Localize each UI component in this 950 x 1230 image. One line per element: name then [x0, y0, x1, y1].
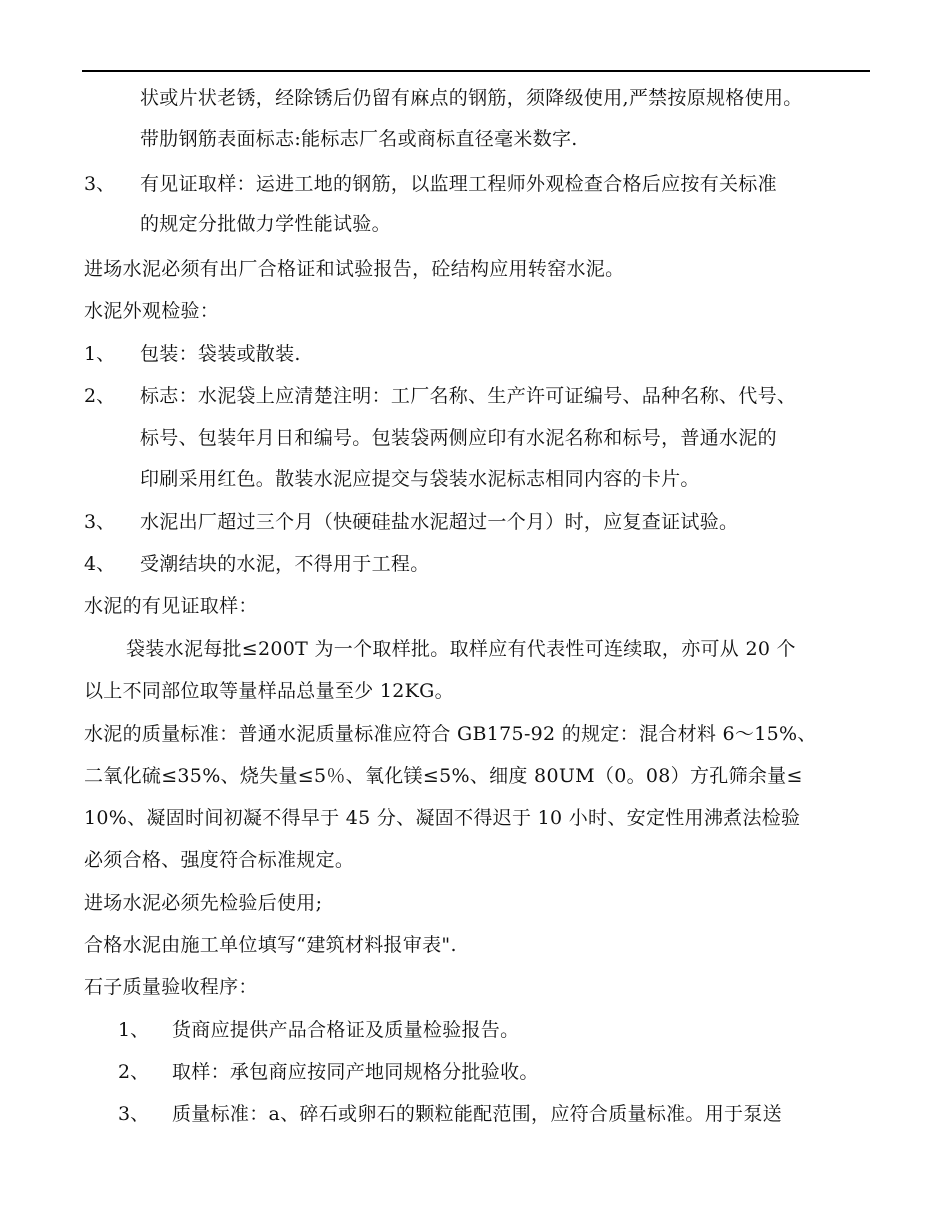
- text-line: 水泥出厂超过三个月（快硬硅盐水泥超过一个月）时，应复查证试验。: [140, 511, 739, 533]
- list-number: 3、: [84, 511, 116, 533]
- text-line: 袋装水泥每批≤200T 为一个取样批。取样应有代表性可连续取，亦可从 20 个: [126, 638, 796, 660]
- header-rule: [82, 70, 870, 72]
- section-heading: 水泥的有见证取样：: [84, 595, 258, 617]
- list-number: 1、: [118, 1019, 150, 1041]
- text-line: 以上不同部位取等量样品总量至少 12KG。: [84, 680, 454, 702]
- text-line: 标志：水泥袋上应清楚注明：工厂名称、生产许可证编号、品种名称、代号、: [140, 385, 797, 407]
- text-line: 合格水泥由施工单位填写“建筑材料报审表".: [84, 934, 457, 956]
- list-number: 2、: [118, 1061, 150, 1083]
- section-heading: 水泥外观检验：: [84, 300, 220, 322]
- text-line: 进场水泥必须先检验后使用;: [84, 892, 323, 914]
- text-line: 印刷采用红色。散装水泥应提交与袋装水泥标志相同内容的卡片。: [140, 468, 700, 490]
- text-line: 标号、包装年月日和编号。包装袋两侧应印有水泥名称和标号，普通水泥的: [140, 427, 777, 449]
- text-line: 有见证取样：运进工地的钢筋，以监理工程师外观检查合格后应按有关标准: [140, 173, 777, 195]
- text-line: 受潮结块的水泥，不得用于工程。: [140, 553, 430, 575]
- text-line: 状或片状老锈，经除锈后仍留有麻点的钢筋，须降级使用,严禁按原规格使用。: [140, 87, 803, 109]
- list-number: 3、: [84, 173, 116, 195]
- text-line: 包装：袋装或散装.: [140, 343, 301, 365]
- text-line: 水泥的质量标准：普通水泥质量标准应符合 GB175-92 的规定：混合材料 6～15%、: [84, 723, 817, 745]
- section-heading: 石子质量验收程序：: [84, 976, 258, 998]
- text-line: 二氧化硫≤35%、烧失量≤5％、氧化镁≤5%、细度 80UM（0。08）方孔筛余量≤: [84, 765, 803, 787]
- list-number: 2、: [84, 385, 116, 407]
- text-line: 货商应提供产品合格证及质量检验报告。: [172, 1019, 520, 1041]
- list-number: 1、: [84, 343, 116, 365]
- text-line: 10%、凝固时间初凝不得早于 45 分、凝固不得迟于 10 小时、安定性用沸煮法检验: [84, 807, 801, 829]
- text-line: 必须合格、强度符合标准规定。: [84, 849, 355, 871]
- text-line: 带肋钢筋表面标志:能标志厂名或商标直径毫米数字.: [140, 128, 578, 150]
- list-number: 3、: [118, 1103, 150, 1125]
- list-number: 4、: [84, 553, 116, 575]
- text-line: 的规定分批做力学性能试验。: [140, 213, 391, 235]
- text-line: 取样：承包商应按同产地同规格分批验收。: [172, 1061, 539, 1083]
- text-line: 进场水泥必须有出厂合格证和试验报告，砼结构应用转窑水泥。: [84, 258, 625, 280]
- text-line: 质量标准：a、碎石或卵石的颗粒能配范围，应符合质量标准。用于泵送: [172, 1103, 782, 1125]
